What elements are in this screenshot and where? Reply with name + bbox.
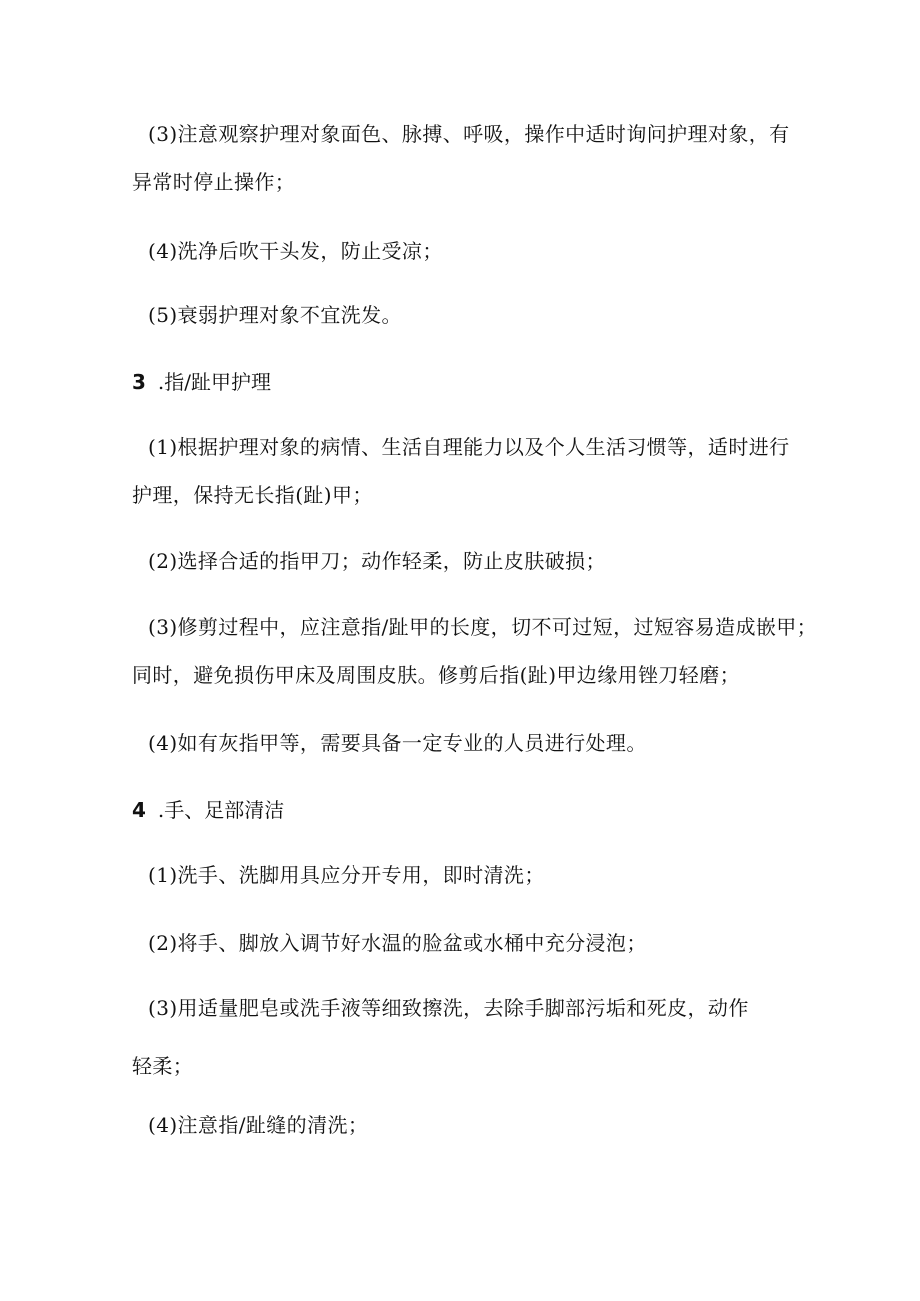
paragraph-scrub-line1: (3)用适量肥皂或洗手液等细致擦洗，去除手脚部污垢和死皮，动作 [148, 996, 749, 1020]
paragraph-soak: (2)将手、脚放入调节好水温的脸盆或水桶中充分浸泡； [148, 931, 647, 955]
paragraph-separate-tools: (1)洗手、洗脚用具应分开专用，即时清洗； [148, 863, 545, 887]
section-title: .手、足部清洁 [157, 798, 285, 822]
paragraph-nail-clipper: (2)选择合适的指甲刀；动作轻柔，防止皮肤破损； [148, 549, 606, 573]
paragraph-scrub-line2: 轻柔； [132, 1054, 194, 1078]
paragraph-trimming-line2: 同时，避免损伤甲床及周围皮肤。修剪后指(趾)甲边缘用锉刀轻磨； [132, 663, 741, 687]
paragraph-trimming-line1: (3)修剪过程中，应注意指/趾甲的长度，切不可过短，过短容易造成嵌甲； [148, 615, 818, 639]
paragraph-weak-no-wash: (5)衰弱护理对象不宜洗发。 [148, 303, 402, 327]
section-heading-hand-foot [132, 798, 284, 822]
paragraph-nail-timing-line1: (1)根据护理对象的病情、生活自理能力以及个人生活习惯等，适时进行 [148, 435, 790, 459]
paragraph-nail-timing-line2: 护理，保持无长指(趾)甲； [132, 483, 373, 507]
section-heading-nail-care [132, 370, 271, 394]
paragraph-observe-line1: (3)注意观察护理对象面色、脉搏、呼吸，操作中适时询问护理对象，有 [148, 122, 790, 146]
section-number: 4 [132, 798, 146, 822]
paragraph-dry-hair: (4)洗净后吹干头发，防止受凉； [148, 239, 443, 263]
paragraph-toe-gaps: (4)注意指/趾缝的清洗； [148, 1113, 369, 1137]
section-title: .指/趾甲护理 [157, 370, 272, 394]
section-number: 3 [132, 370, 146, 394]
paragraph-nail-fungus: (4)如有灰指甲等，需要具备一定专业的人员进行处理。 [148, 731, 647, 755]
paragraph-observe-line2: 异常时停止操作； [132, 170, 296, 194]
